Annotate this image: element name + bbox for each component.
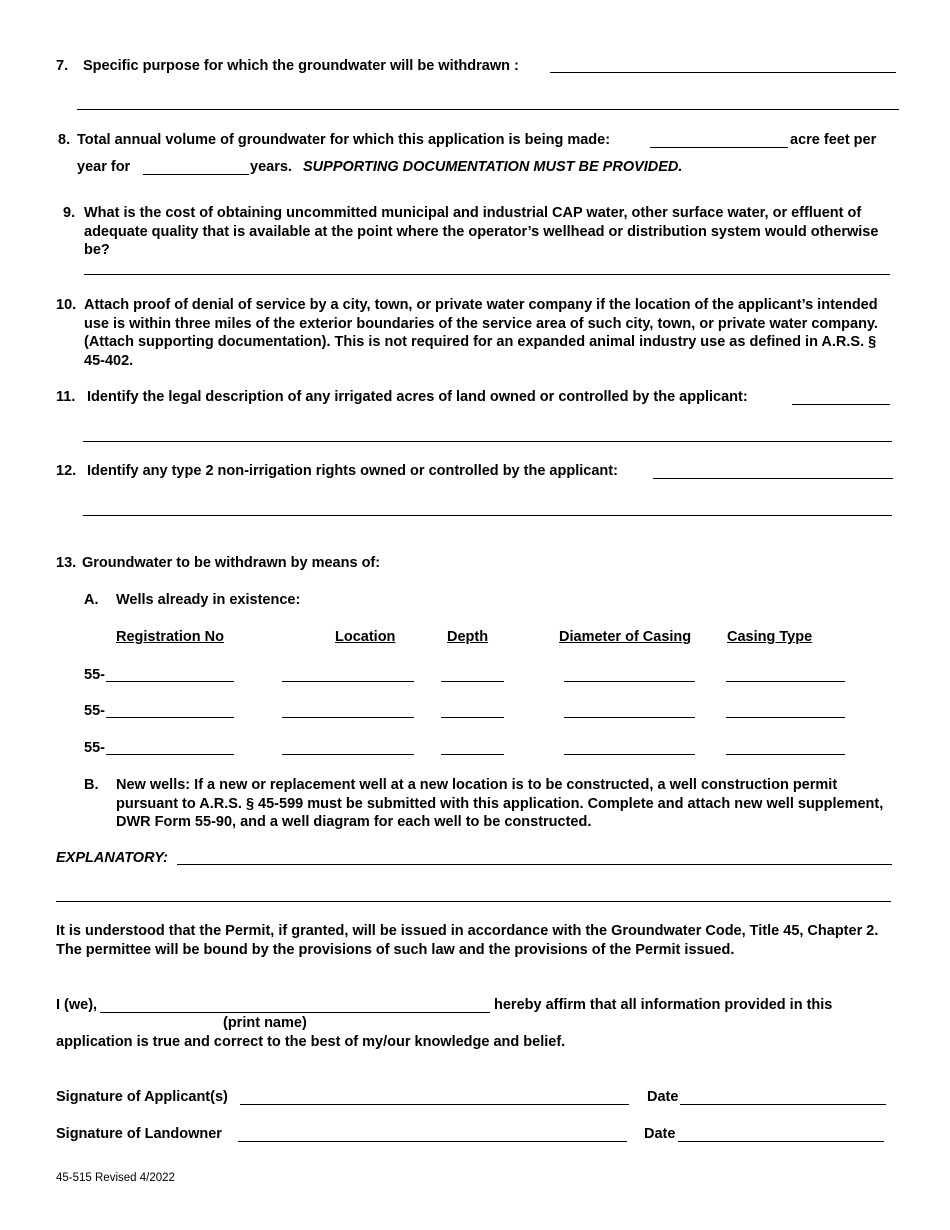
depth-field[interactable]: [441, 717, 504, 718]
print-name-caption: (print name): [223, 1015, 307, 1031]
q12-number: 12.: [56, 463, 77, 479]
registration-no-field[interactable]: [106, 717, 234, 718]
col-location: Location: [335, 629, 396, 645]
affirm-suffix: hereby affirm that all information provided in this: [494, 997, 833, 1013]
diameter-of-casing-field[interactable]: [564, 717, 695, 718]
explanatory-line[interactable]: [177, 864, 892, 865]
q13-a-label: Wells already in existence:: [116, 592, 301, 608]
col-depth: Depth: [447, 629, 489, 645]
signature-landowner-label: Signature of Landowner: [56, 1126, 222, 1142]
affirm-prefix: I (we),: [56, 997, 98, 1013]
q13-b-text-content: New wells: If a new or replacement well at a new location is to be constructed, a well construction permit pursuant to A.R.S. § 45-599 must be submitted with this application. Complete and attach new well supplement, DWR Form 55-90, and a well diagram for each well to be constructed.: [116, 777, 884, 830]
signature-applicant-label: Signature of Applicant(s): [56, 1089, 228, 1105]
casing-type-field[interactable]: [726, 681, 845, 682]
q13-a-letter: A.: [84, 592, 99, 608]
understanding-statement: It is understood that the Permit, if granted, will be issued in accordance with the Groundwater Code, Title 45, Chapter 2. The permittee will be bound by the provisions of such law and the provisions of the Permit issued.: [56, 923, 879, 958]
col-diameter-of-casing: Diameter of Casing: [559, 629, 692, 645]
col-registration-no: Registration No: [116, 629, 224, 645]
q12-label: Identify any type 2 non-irrigation rights owned or controlled by the applicant:: [87, 463, 618, 479]
date-label-landowner: Date: [644, 1126, 676, 1142]
q8-years-line[interactable]: [143, 174, 249, 175]
q7-answer-line[interactable]: [550, 72, 896, 73]
location-field[interactable]: [282, 681, 414, 682]
diameter-of-casing-field[interactable]: [564, 754, 695, 755]
q9-text: What is the cost of obtaining uncommitted municipal and industrial CAP water, other surface water, or effluent of adequate quality that is available at the point where the operator’s wellhead or distribution system would otherwise be?: [84, 205, 879, 258]
q8-year-for: year for: [77, 159, 131, 175]
q13-number: 13.: [56, 555, 77, 571]
col-casing-type: Casing Type: [727, 629, 813, 645]
q7-answer-line-2[interactable]: [77, 109, 899, 110]
location-field[interactable]: [282, 754, 414, 755]
q11-label: Identify the legal description of any irrigated acres of land owned or controlled by the applicant:: [87, 389, 748, 405]
casing-type-field[interactable]: [726, 717, 845, 718]
q13-b-letter: B.: [84, 777, 99, 793]
q10-number: 10.: [56, 297, 77, 313]
date-landowner-field[interactable]: [678, 1141, 884, 1142]
q8-number: 8.: [58, 132, 71, 148]
q13-b-text: [116, 776, 894, 832]
form-footer: 45-515 Revised 4/2022: [56, 1172, 175, 1184]
row-prefix: 55-: [84, 667, 105, 683]
date-label-applicant: Date: [647, 1089, 679, 1105]
q13-label: Groundwater to be withdrawn by means of:: [82, 555, 381, 571]
signature-landowner-field[interactable]: [238, 1141, 627, 1142]
date-applicant-field[interactable]: [680, 1104, 886, 1105]
registration-no-field[interactable]: [106, 681, 234, 682]
q7-label: Specific purpose for which the groundwater will be withdrawn :: [83, 58, 519, 74]
print-name-field[interactable]: [100, 1012, 490, 1013]
location-field[interactable]: [282, 717, 414, 718]
q8-volume-line[interactable]: [650, 147, 788, 148]
q7-number: 7.: [56, 58, 69, 74]
q8-unit: acre feet per: [790, 132, 877, 148]
q9-number: 9.: [63, 205, 76, 221]
q11-answer-line-2[interactable]: [83, 441, 892, 442]
q10-text: Attach proof of denial of service by a city, town, or private water company if the location of the applicant’s intended use is within three miles of the exterior boundaries of the service area of such city, town, or private water company. (Attach supporting documentation). This is not required for an expanded animal industry use as defined in A.R.S. § 45-402.: [84, 297, 878, 369]
q11-number: 11.: [56, 389, 76, 405]
row-prefix: 55-: [84, 703, 105, 719]
registration-no-field[interactable]: [106, 754, 234, 755]
affirm-line-2: application is true and correct to the best of my/our knowledge and belief.: [56, 1034, 566, 1050]
q9-answer-line[interactable]: [84, 274, 890, 275]
explanatory-line-2[interactable]: [56, 901, 891, 902]
q12-answer-line[interactable]: [653, 478, 893, 479]
signature-applicant-field[interactable]: [240, 1104, 629, 1105]
q11-answer-line[interactable]: [792, 404, 890, 405]
diameter-of-casing-field[interactable]: [564, 681, 695, 682]
q8-note: SUPPORTING DOCUMENTATION MUST BE PROVIDED.: [303, 159, 683, 175]
q12-answer-line-2[interactable]: [83, 515, 892, 516]
explanatory-label: EXPLANATORY:: [56, 850, 168, 866]
q8-label: Total annual volume of groundwater for which this application is being made:: [77, 132, 611, 148]
row-prefix: 55-: [84, 740, 105, 756]
depth-field[interactable]: [441, 681, 504, 682]
casing-type-field[interactable]: [726, 754, 845, 755]
depth-field[interactable]: [441, 754, 504, 755]
q8-years: years.: [250, 159, 292, 175]
